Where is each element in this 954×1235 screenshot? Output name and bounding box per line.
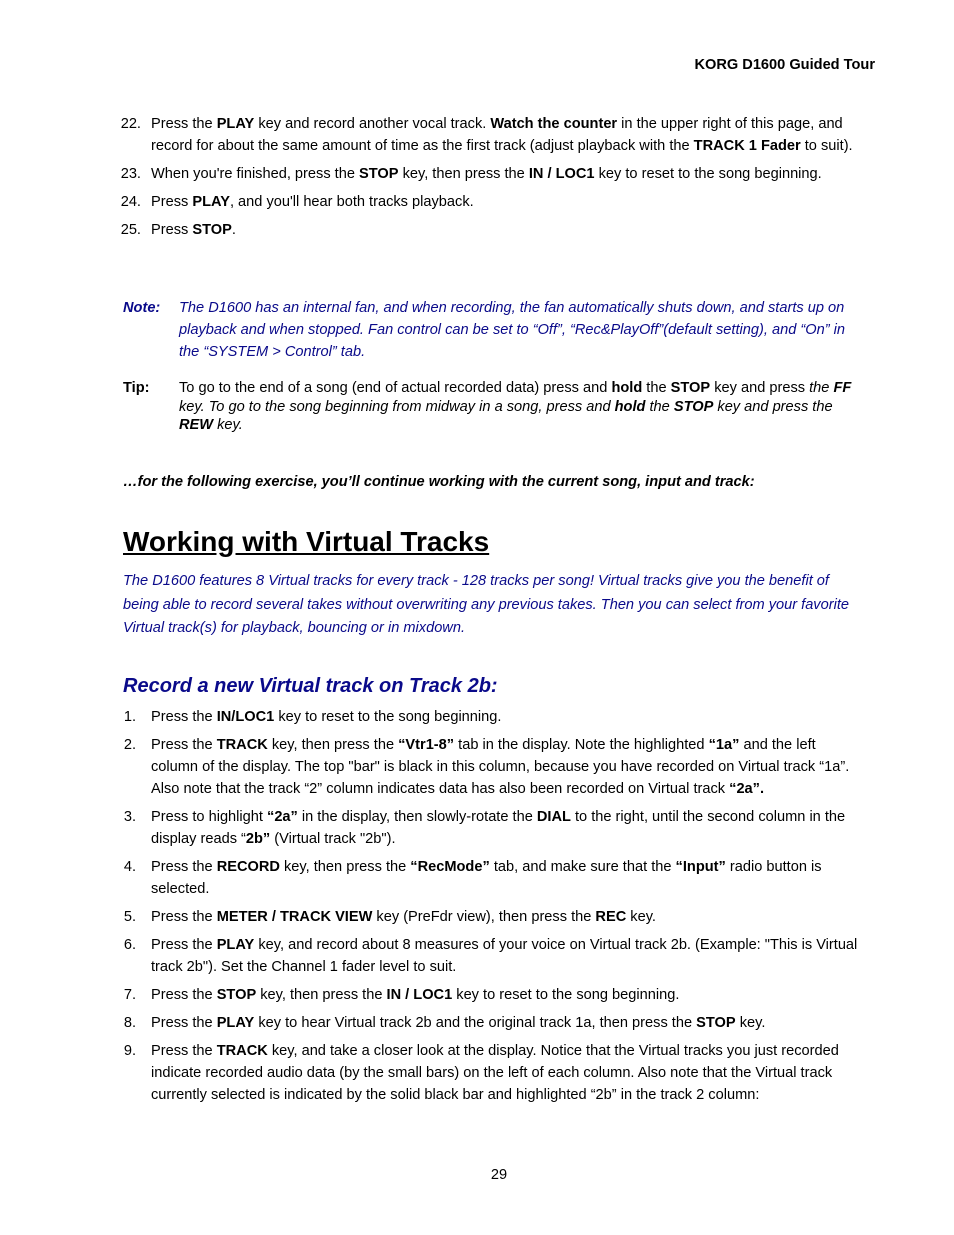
note-label: Note: bbox=[123, 300, 161, 316]
step-text: Press the RECORD key, then press the “RecMode” tab, and make sure that the “Input” radio button is selected. bbox=[151, 859, 822, 897]
section-intro: The D1600 features 8 Virtual tracks for every track - 128 tracks per song! Virtual tracks give you the benefit of being able to record several takes without overwriting any previous takes. Then you can select from your favorite Virtual track(s) for playback, bouncing or in mixdown. bbox=[123, 573, 849, 636]
step-text: Press the STOP key, then press the IN / LOC1 key to reset to the song beginning. bbox=[151, 987, 680, 1003]
step-text: Press the PLAY key, and record about 8 measures of your voice on Virtual track 2b. (Example: "This is Virtual track 2b"). Set the Channel 1 fader level to suit. bbox=[151, 937, 858, 975]
step-number: 2. bbox=[123, 737, 136, 753]
lead-in-text: …for the following exercise, you’ll continue working with the current song, input and track: bbox=[123, 474, 755, 490]
list-item bbox=[117, 191, 862, 213]
running-header: KORG D1600 Guided Tour bbox=[694, 57, 875, 73]
list-item bbox=[117, 906, 862, 928]
step-number: 25. bbox=[120, 222, 141, 238]
steps-list-b bbox=[117, 706, 862, 1112]
list-item bbox=[117, 934, 862, 978]
note-text: The D1600 has an internal fan, and when recording, the fan automatically shuts down, and starts up on playback and when stopped. Fan control can be set to “Off”, “Rec&PlayOff”(default setting), and “On” in the “SYSTEM > Control” tab. bbox=[179, 300, 845, 360]
note-callout bbox=[123, 297, 863, 363]
step-number: 22. bbox=[120, 116, 141, 132]
step-text: Press to highlight “2a” in the display, then slowly-rotate the DIAL to the right, until the second column in the display reads “2b” (Virtual track "2b"). bbox=[151, 809, 846, 847]
step-text: Press the IN/LOC1 key to reset to the song beginning. bbox=[151, 709, 502, 725]
steps-list-a bbox=[117, 113, 862, 247]
list-item bbox=[117, 219, 862, 241]
step-number: 4. bbox=[123, 859, 136, 875]
step-text: Press the PLAY key to hear Virtual track 2b and the original track 1a, then press the STOP key. bbox=[151, 1015, 766, 1031]
step-number: 3. bbox=[123, 809, 136, 825]
step-text: When you're finished, press the STOP key, then press the IN / LOC1 key to reset to the song beginning. bbox=[151, 166, 822, 182]
step-number: 23. bbox=[120, 166, 141, 182]
step-number: 6. bbox=[123, 937, 136, 953]
list-item bbox=[117, 806, 862, 850]
step-number: 5. bbox=[123, 909, 136, 925]
step-number: 24. bbox=[120, 194, 141, 210]
page-number: 29 bbox=[490, 1167, 508, 1183]
step-text: Press the TRACK key, and take a closer look at the display. Notice that the Virtual tracks you just recorded indicate recorded audio data (by the small bars) on the left of each column. Also note that the Virtual track currently selected is indicated by the solid black bar and highlighted “2b” in the track 2 column: bbox=[151, 1043, 839, 1103]
list-item bbox=[117, 984, 862, 1006]
step-text: Press STOP. bbox=[151, 222, 236, 238]
list-item bbox=[117, 734, 862, 800]
tip-callout bbox=[123, 379, 863, 435]
list-item bbox=[117, 1040, 862, 1106]
tip-text: To go to the end of a song (end of actual recorded data) press and hold the STOP key and press the FF key. To go to the song beginning from midway in a song, press and hold the STOP key and press the REW key. bbox=[179, 380, 852, 433]
step-text: Press PLAY, and you'll hear both tracks playback. bbox=[151, 194, 474, 210]
step-number: 1. bbox=[123, 709, 136, 725]
list-item bbox=[117, 856, 862, 900]
step-text: Press the PLAY key and record another vocal track. Watch the counter in the upper right of this page, and record for about the same amount of time as the first track (adjust playback with the TRACK 1 Fader to suit). bbox=[151, 116, 853, 154]
list-item bbox=[117, 1012, 862, 1034]
step-number: 8. bbox=[123, 1015, 136, 1031]
list-item bbox=[117, 706, 862, 728]
list-item bbox=[117, 113, 862, 157]
step-number: 9. bbox=[123, 1043, 136, 1059]
step-text: Press the METER / TRACK VIEW key (PreFdr view), then press the REC key. bbox=[151, 909, 656, 925]
step-text: Press the TRACK key, then press the “Vtr1-8” tab in the display. Note the highlighted “1a” and the left column of the display. The top "bar" is black in this column, because you have recorded on Virtual track “1a”. Also note that the track “2” column indicates data has also been recorded on Virtual track “2a”. bbox=[151, 737, 850, 797]
tip-label: Tip: bbox=[123, 380, 150, 396]
section-heading: Working with Virtual Tracks bbox=[123, 526, 490, 557]
step-number: 7. bbox=[123, 987, 136, 1003]
subsection-heading: Record a new Virtual track on Track 2b: bbox=[123, 675, 498, 697]
list-item bbox=[117, 163, 862, 185]
